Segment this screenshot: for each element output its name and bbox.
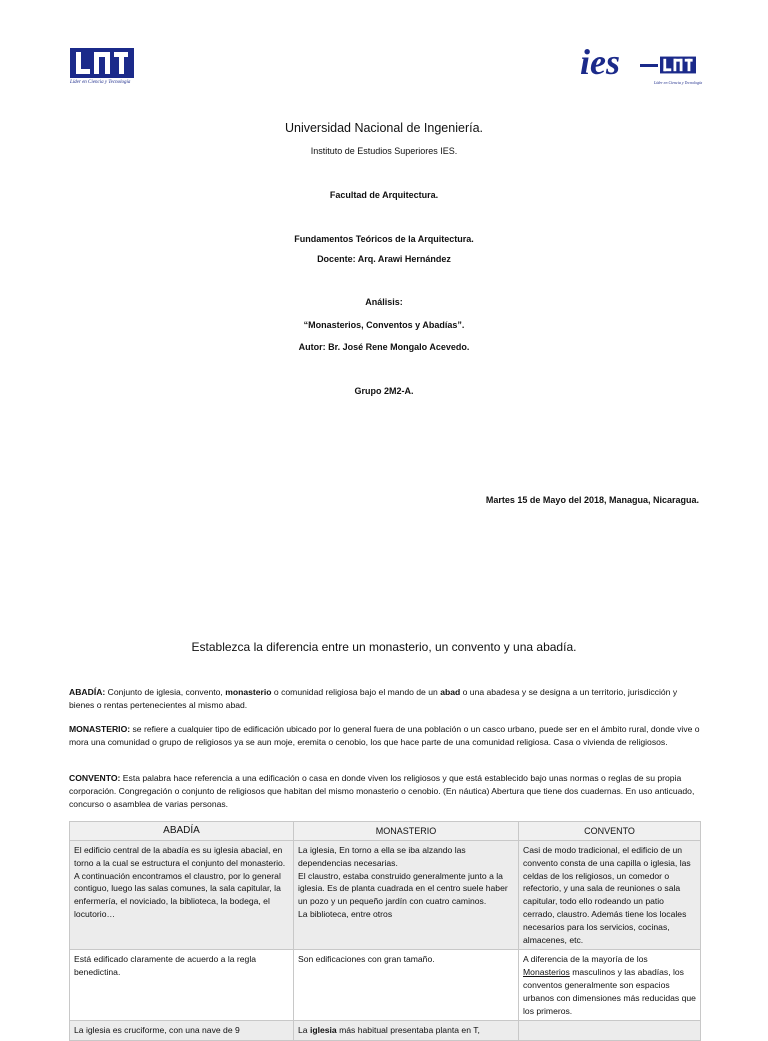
monasterio-label: MONASTERIO: xyxy=(69,724,131,734)
monasterios-link[interactable]: Monasterios xyxy=(523,967,570,978)
cell-convento-text-2: masculinos y las abadías, los conventos generalmente son espacios urbanos con dimensiones más reducidas que los primeros. xyxy=(523,967,696,1016)
comparison-table xyxy=(69,821,701,1041)
cell-abadia: Está edificado claramente de acuerdo a la regla benedictina. xyxy=(70,950,294,1021)
abadia-text-1: Conjunto de iglesia, convento, xyxy=(105,687,226,697)
convento-definition xyxy=(69,772,701,810)
ies-logo-right xyxy=(580,42,703,88)
monasterio-text: se refiere a cualquier tipo de edificación ubicado por lo general fuera de una población o un casco urbano, puede ser en el ámbito rural, donde vive o mora una comunidad o grupo de religiosos ya se aun moje, eremita o cenobio, los que hace parte de una comunidad religiosa. Casa o vivienda de religiosos. xyxy=(69,724,700,747)
section-heading: Establezca la diferencia entre un monasterio, un convento y una abadía. xyxy=(191,640,577,654)
header-monasterio: MONASTERIO xyxy=(294,822,519,841)
convento-label: CONVENTO: xyxy=(69,773,121,783)
abadia-text-3: o una abadesa y se designa a un territorio, jurisdicción y bienes o rentas pertenecientes al mismo abad. xyxy=(69,687,678,710)
uni-logo-left xyxy=(70,48,134,90)
teacher-name: Docente: Arq. Arawi Hernández xyxy=(317,254,451,264)
cell-monasterio-text-1: La xyxy=(298,1025,310,1036)
header-abadia: ABADÍA xyxy=(70,822,294,841)
cell-convento: Casi de modo tradicional, el edificio de un convento consta de una capilla o iglesia, las celdas de los religiosos, un comedor o refectorio, y una sala de reuniones o sala capitular, todo ello rodeando un patio cerrado, claustro. Además tiene los locales necesarios para los servicios, cocinas, almacenes, etc. xyxy=(519,841,701,950)
header-convento: CONVENTO xyxy=(519,822,701,841)
logo-dash xyxy=(640,64,658,67)
abadia-text-2: o comunidad religiosa bajo el mando de un xyxy=(271,687,441,697)
institute-name: Instituto de Estudios Superiores IES. xyxy=(310,146,458,156)
uni-emblem-small-icon xyxy=(660,54,696,76)
analysis-label: Análisis: xyxy=(365,297,403,307)
cell-monasterio-text-2: más habitual presentaba planta en T, xyxy=(336,1025,480,1036)
group-name: Grupo 2M2-A. xyxy=(354,386,414,396)
cell-abadia: El edificio central de la abadía es su iglesia abacial, en torno a la cual se estructura el conjunto del monasterio. A continuación encontramos el claustro, por lo general contiguo, luego las salas comunes, la sala capitular, la enfermería, el noviciado, la biblioteca, la bodega, el locutorio… xyxy=(70,841,294,950)
cell-monasterio-line-1: La iglesia, En torno a ella se iba alzando las dependencias necesarias. xyxy=(298,845,466,868)
right-logo-tagline: Líder en Ciencia y Tecnología xyxy=(654,80,703,85)
cell-convento xyxy=(519,950,701,1021)
course-name: Fundamentos Teóricos de la Arquitectura. xyxy=(294,234,474,244)
date-location: Martes 15 de Mayo del 2018, Managua, Nicaragua. xyxy=(485,495,699,505)
cell-monasterio: Son edificaciones con gran tamaño. xyxy=(294,950,519,1021)
table-row xyxy=(70,841,701,950)
faculty-name: Facultad de Arquitectura. xyxy=(329,190,439,200)
university-title: Universidad Nacional de Ingeniería. xyxy=(284,121,484,135)
cell-monasterio-line-3: La biblioteca, entre otros xyxy=(298,908,393,919)
cell-monasterio-line-2: El claustro, estaba construido generalmente junto a la iglesia. Es de planta cuadrada en el centro suele haber un pozo y un pequeño jardín con cuatro caminos. xyxy=(298,870,508,907)
uni-emblem-icon xyxy=(70,48,134,78)
table-row xyxy=(70,950,701,1021)
abadia-definition xyxy=(69,686,701,712)
abadia-label: ABADÍA: xyxy=(69,687,106,697)
monasterio-definition xyxy=(69,723,701,749)
convento-text: Esta palabra hace referencia a una edificación o casa en donde viven los religiosos y que está establecido bajo unas normas o reglas de su propia corporación. Congregación o conjunto de religiosos que habitan del mismo monasterio o cenobio. (En náutica) Abertura que tiene dos cuadernas. En uso anticuado, concurso o asamblea de varias personas. xyxy=(69,773,695,809)
table-header-row xyxy=(70,822,701,841)
cell-monasterio-bold: iglesia xyxy=(309,1025,337,1036)
ies-logo-text: ies xyxy=(580,42,620,82)
abadia-bold-2: abad xyxy=(440,687,461,697)
analysis-title: “Monasterios, Conventos y Abadías”. xyxy=(303,320,465,330)
cell-abadia: La iglesia es cruciforme, con una nave de 9 xyxy=(70,1021,294,1041)
abadia-bold-1: monasterio xyxy=(225,687,272,697)
cell-monasterio xyxy=(294,841,519,950)
cell-convento-text-1: A diferencia de la mayoría de los xyxy=(523,954,648,965)
author-name: Autor: Br. José Rene Mongalo Acevedo. xyxy=(298,342,470,352)
left-logo-tagline: Líder en Ciencia y Tecnología xyxy=(70,80,131,85)
